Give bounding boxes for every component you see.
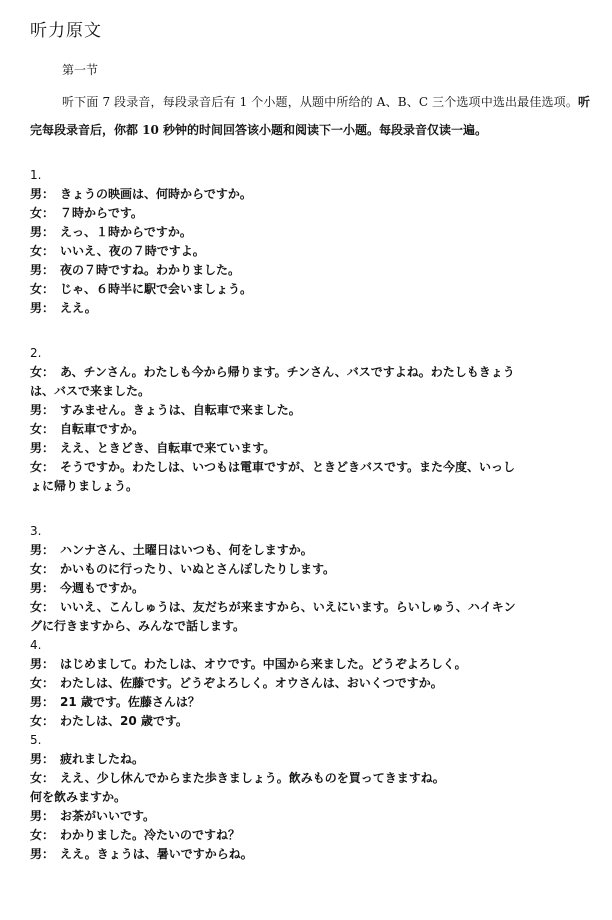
speaker-label: 女： [30,828,55,842]
line-text: わかりました。冷たいのですね？ [60,828,241,842]
dialog-number: 3. [30,524,42,538]
dialog-line [30,401,590,420]
line-text: いいえ、こんしゅうは、友だちが来ますから、いえにいます。らいしゅう、ハイキン [60,600,516,614]
dialog-line [30,750,590,769]
speaker-label: 女： [30,282,55,296]
speaker-label: 女： [30,365,55,379]
line-text: ええ、ときどき、自転車で来ています。 [60,441,276,455]
speaker-label: 男： [30,403,55,417]
dialog-line [30,712,590,731]
speaker-label: 男： [30,809,55,823]
line-text: ７時からです。 [60,206,143,220]
speaker-label: 男： [30,657,55,671]
line-text: 21 歳です。佐藤さんは？ [60,695,200,709]
speaker-label: 女： [30,562,55,576]
line-continuation: は、バスで来ました。 [30,384,151,398]
dialog-number: 4. [30,638,42,652]
speaker-label: 女： [30,422,55,436]
dialog-block [30,166,590,318]
dialog-number: 1. [30,168,42,182]
speaker-label: 男： [30,187,55,201]
line-text: えっ、１時からですか。 [60,225,192,239]
dialog-line [30,693,590,712]
speaker-label: 男： [30,847,55,861]
dialog-line [30,845,590,864]
dialog-line [30,363,590,382]
dialog-line [30,299,590,318]
dialog-block [30,636,590,731]
line-text: ええ。きょうは、暑いですからね。 [60,847,253,861]
speaker-label: 男： [30,695,55,709]
line-text: きょうの映画は、何時からですか。 [60,187,252,201]
page-title: 听力原文 [30,21,102,41]
dialog-line [30,280,590,299]
dialog-number: 5. [30,733,42,747]
speaker-label: 女： [30,676,55,690]
line-text: わたしは、佐藤です。どうぞよろしく。オウさんは、おいくつですか。 [60,676,443,690]
speaker-label: 男： [30,301,55,315]
dialog-line [30,655,590,674]
speaker-label: 女： [30,600,55,614]
speaker-label: 女： [30,244,55,258]
line-text: はじめまして。わたしは、オウです。中国から来ました。どうぞよろしく。 [60,657,467,671]
line-text: かいものに行ったり、いぬとさんぽしたりします。 [60,562,336,576]
line-text: ハンナさん、土曜日はいつも、何をしますか。 [60,543,313,557]
speaker-label: 女： [30,206,55,220]
instructions-part2: 听完每段录音后，你都 10 秒钟的时间回答该小题和阅读下一小题。每段录音仅读一遍。 [30,95,590,137]
line-text: 今週もですか。 [60,581,145,595]
line-text: すみません。きょうは、自転車で来ました。 [60,403,301,417]
dialog-line [30,204,590,223]
dialog-line [30,439,590,458]
line-continuation: 何を飲みますか。 [30,790,127,804]
dialog-line [30,458,590,477]
dialog-line [30,807,590,826]
dialog-line [30,674,590,693]
line-text: 疲れましたね。 [60,752,145,766]
dialog-line [30,185,590,204]
speaker-label: 男： [30,752,55,766]
line-text: いいえ、夜の７時ですよ。 [60,244,205,258]
line-text: お茶がいいです。 [60,809,156,823]
instructions-part1: 听下面 7 段录音，每段录音后有 1 个小题，从题中所给的 A、B、C 三个选项中选出最佳选项。 [62,95,578,109]
line-text: ええ、少し休んでからまた歩きましょう。飲みものを買ってきますね。 [60,771,445,785]
dialog-line [30,261,590,280]
dialog-line [30,223,590,242]
dialog-line [30,420,590,439]
line-text: そうですか。わたしは、いつもは電車ですが、ときどきバスです。また今度、いっし [60,460,516,474]
speaker-label: 男： [30,581,55,595]
instructions [30,88,590,144]
dialog-line [30,242,590,261]
dialog-line [30,579,590,598]
speaker-label: 女： [30,714,55,728]
line-text: 夜の７時ですね。わかりました。 [60,263,241,277]
dialog-block [30,731,590,864]
line-text: じゃ、６時半に駅で会いましょう。 [60,282,253,296]
dialog-line [30,769,590,788]
dialog-line [30,826,590,845]
speaker-label: 男： [30,225,55,239]
dialog-line [30,598,590,617]
line-text: ええ。 [60,301,97,315]
speaker-label: 男： [30,441,55,455]
line-text: あ、チンさん。わたしも今から帰ります。チンさん、バスですよね。わたしもきょう [60,365,515,379]
line-text: わたしは、20 歳です。 [60,714,188,728]
line-text: 自転車ですか。 [60,422,145,436]
dialog-line [30,560,590,579]
speaker-label: 女： [30,771,55,785]
dialog-list [30,166,590,864]
speaker-label: 男： [30,263,55,277]
line-wrap: グに行きますから、みんなで話します。 [30,619,246,633]
dialog-block [30,344,590,496]
line-wrap: ょに帰りましょう。 [30,479,139,493]
dialog-line [30,541,590,560]
dialog-block [30,522,590,636]
speaker-label: 男： [30,543,55,557]
dialog-number: 2. [30,346,42,360]
section-label: 第一节 [62,63,99,77]
speaker-label: 女： [30,460,55,474]
